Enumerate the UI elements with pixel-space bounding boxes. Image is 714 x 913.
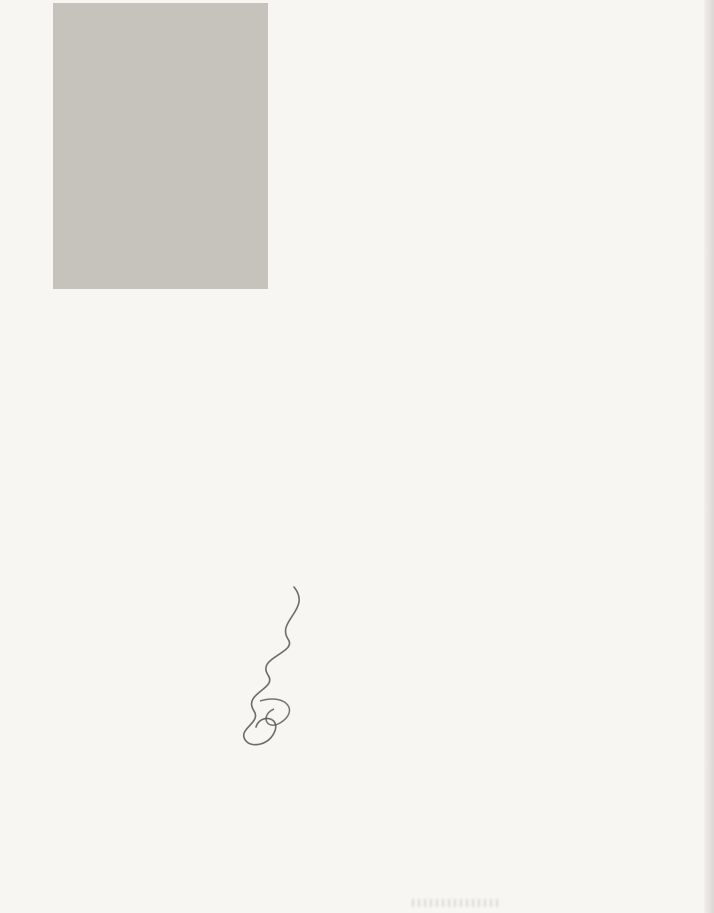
best-wishes-inscription <box>580 484 696 513</box>
dorothy-horne-signature <box>490 460 573 631</box>
print-bleed-through <box>412 899 498 907</box>
donald-horner-signature <box>600 775 714 802</box>
page-edge-shadow <box>704 0 714 913</box>
jordheim-signature-scribble <box>216 583 328 751</box>
donald-signature-line1 <box>600 775 714 802</box>
donald-signature-line2 <box>618 772 714 794</box>
principal-caption <box>40 298 280 304</box>
principal-portrait-photo <box>53 3 268 289</box>
